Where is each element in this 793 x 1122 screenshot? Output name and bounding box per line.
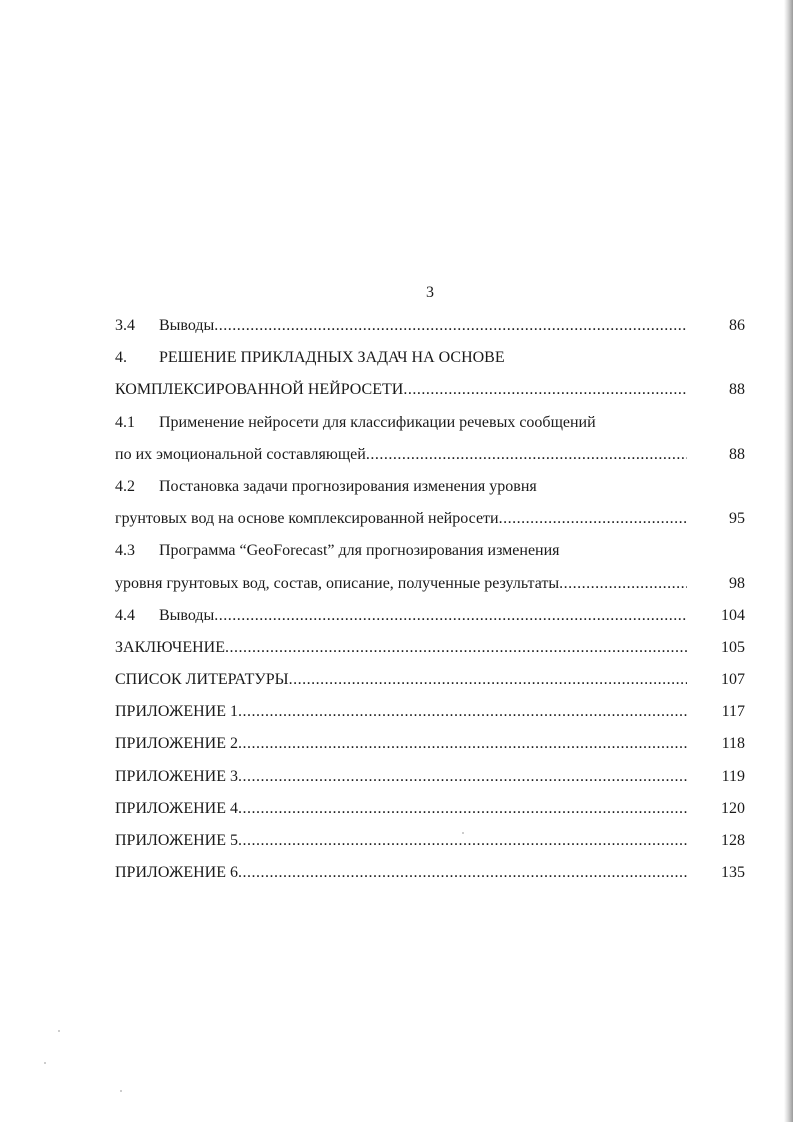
toc-leader bbox=[238, 763, 687, 791]
toc-entry[interactable] bbox=[115, 698, 745, 730]
toc-leader bbox=[366, 441, 687, 469]
toc-entry-text: ПРИЛОЖЕНИЕ 1 bbox=[115, 703, 239, 721]
toc-leader bbox=[238, 795, 687, 823]
toc-entry[interactable] bbox=[115, 795, 745, 827]
toc-entry-continuation[interactable] bbox=[115, 570, 745, 602]
toc-entry[interactable] bbox=[115, 312, 745, 344]
toc-entry[interactable] bbox=[115, 666, 745, 698]
toc-entry-text: ПРИЛОЖЕНИЕ 5 bbox=[115, 832, 239, 849]
toc-page-number: 107 bbox=[721, 671, 745, 689]
toc-page-number: 120 bbox=[721, 799, 745, 817]
toc-page-number: 98 bbox=[729, 574, 745, 592]
toc-entry-number: 4.4 bbox=[115, 606, 135, 624]
toc-leader bbox=[238, 698, 687, 726]
scan-speck bbox=[462, 832, 464, 834]
toc-entry[interactable] bbox=[115, 827, 745, 859]
toc-entry[interactable] bbox=[115, 763, 745, 795]
toc-leader bbox=[214, 602, 687, 630]
toc-leader bbox=[214, 312, 687, 340]
toc-page-number: 104 bbox=[721, 606, 745, 624]
scan-speck bbox=[44, 1062, 46, 1064]
toc-entry-text: ПРИЛОЖЕНИЕ 3 bbox=[115, 767, 239, 785]
toc-entry[interactable] bbox=[115, 634, 745, 666]
table-of-contents bbox=[115, 312, 745, 891]
toc-leader bbox=[238, 730, 687, 758]
scan-edge-shadow bbox=[784, 0, 793, 1122]
toc-page-number: 117 bbox=[721, 703, 745, 721]
toc-entry-text: ПРИЛОЖЕНИЕ 4 bbox=[115, 799, 239, 817]
toc-leader bbox=[403, 376, 687, 404]
toc-leader bbox=[499, 505, 687, 533]
toc-entry-text: ПРИЛОЖЕНИЕ 2 bbox=[115, 735, 239, 753]
toc-entry-text: грунтовых вод на основе комплексированной нейросети bbox=[115, 510, 499, 528]
toc-leader bbox=[289, 666, 687, 694]
toc-entry-text: 4.4 Выводы bbox=[115, 602, 214, 630]
toc-page-number: 135 bbox=[721, 864, 745, 882]
toc-page-number: 105 bbox=[721, 638, 745, 656]
toc-entry-number: 4.1 bbox=[115, 413, 135, 431]
toc-entry[interactable] bbox=[115, 473, 745, 505]
toc-entry-text: уровня грунтовых вод, состав, описание, полученные результаты bbox=[115, 574, 560, 592]
toc-entry-continuation[interactable] bbox=[115, 505, 745, 537]
toc-entry[interactable] bbox=[115, 730, 745, 762]
toc-entry-text: ПРИЛОЖЕНИЕ 6 bbox=[115, 864, 239, 882]
toc-entry-text: Постановка задачи прогнозирования изменения уровня bbox=[159, 477, 537, 495]
toc-entry[interactable] bbox=[115, 859, 745, 891]
toc-entry-text: по их эмоциональной составляющей bbox=[115, 445, 366, 463]
toc-entry-text: СПИСОК ЛИТЕРАТУРЫ bbox=[115, 671, 289, 689]
toc-entry-text: РЕШЕНИЕ ПРИКЛАДНЫХ ЗАДАЧ НА ОСНОВЕ bbox=[159, 349, 505, 367]
toc-entry-text: ЗАКЛЮЧЕНИЕ bbox=[115, 638, 225, 656]
scan-speck bbox=[58, 1030, 60, 1032]
scan-speck bbox=[120, 1090, 122, 1092]
toc-page-number: 95 bbox=[729, 510, 745, 528]
toc-page-number: 88 bbox=[729, 381, 745, 399]
toc-page-number: 118 bbox=[721, 735, 745, 753]
toc-entry[interactable] bbox=[115, 537, 745, 569]
toc-page-number: 119 bbox=[721, 767, 745, 785]
toc-page-number: 88 bbox=[729, 445, 745, 463]
page-number: 3 bbox=[426, 284, 434, 301]
toc-entry[interactable] bbox=[115, 344, 745, 376]
toc-page-number: 128 bbox=[721, 832, 745, 849]
toc-entry-text: КОМПЛЕКСИРОВАННОЙ НЕЙРОСЕТИ bbox=[115, 381, 404, 399]
toc-entry[interactable] bbox=[115, 409, 745, 441]
toc-entry-number: 3.4 bbox=[115, 317, 135, 334]
toc-leader bbox=[238, 859, 687, 887]
toc-page-number: 86 bbox=[729, 317, 745, 334]
toc-leader bbox=[559, 570, 687, 598]
toc-entry-continuation[interactable] bbox=[115, 441, 745, 473]
toc-entry-continuation[interactable] bbox=[115, 376, 745, 408]
toc-entry-number: 4. bbox=[115, 349, 127, 367]
toc-entry-text: Программа “GeoForecast” для прогнозирования изменения bbox=[159, 542, 560, 560]
toc-entry-text: 3.4 Выводы bbox=[115, 312, 214, 340]
toc-entry-number: 4.3 bbox=[115, 542, 135, 560]
toc-entry-number: 4.2 bbox=[115, 477, 135, 495]
toc-entry-text: Применение нейросети для классификации речевых сообщений bbox=[159, 413, 596, 431]
toc-entry[interactable] bbox=[115, 602, 745, 634]
toc-leader bbox=[225, 634, 687, 662]
